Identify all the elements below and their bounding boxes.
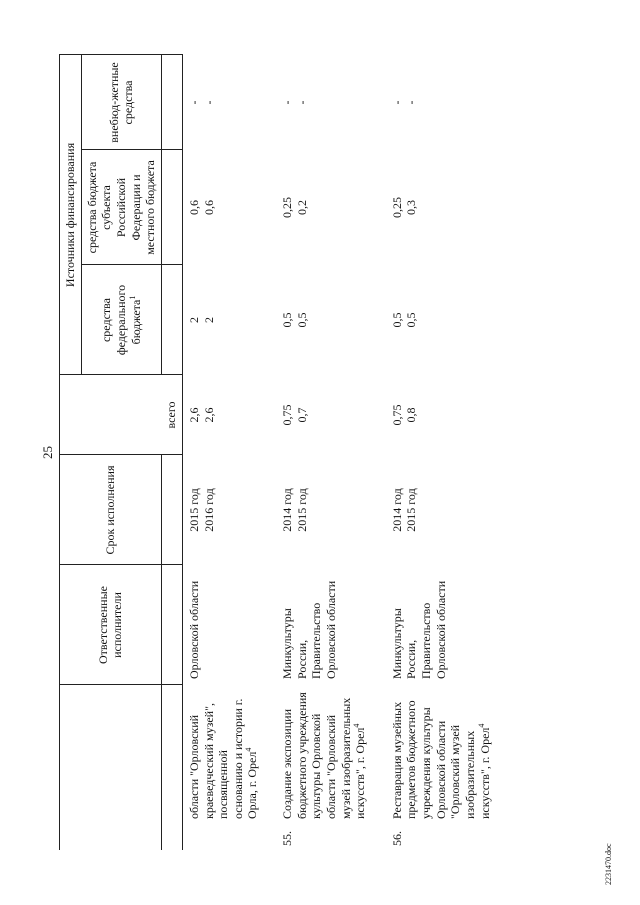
header-name-blank-2 [161,685,182,850]
row-name-text: Реставрация музейных предметов бюджетного учреждения культуры Орловской области "Орловский музей изобразительных искусств", г. Орел [389,700,492,819]
header-executors: Ответственные исполнители [60,565,162,685]
header-subject: средства бюджета субъекта Российской Федерации и местного бюджета [81,150,161,265]
header-executors-spacer [161,565,182,685]
table-row [182,55,280,850]
row-name-text: Создание экспозиции бюджетного учреждения культуры Орловской области "Орловский музей изобразительных искусств", г. Орел [280,692,368,819]
row-federal-value: 2 [201,317,216,323]
row-name-footnote: 4 [352,723,362,728]
row-term: 2015 год [404,488,419,532]
page-number: 25 [40,446,55,459]
row-term: 2014 год [280,488,294,532]
table-row [390,55,498,850]
header-term-spacer [161,455,182,565]
header-total-spacer [60,375,162,455]
header-federal [81,265,161,375]
row-executors: Минкультуры России, Правительство Орловской области [280,580,338,679]
header-sources: Источники финансирования [60,55,82,375]
row-federal [390,265,498,375]
row-total-value: 0,8 [404,407,419,423]
row-extra [280,55,390,150]
row-extra-value: - [201,100,216,105]
header-federal-spacer [161,265,182,375]
row-total-value: 0,75 [280,404,294,426]
row-federal-value: 0,5 [404,312,419,328]
row-subject [280,150,390,265]
row-executors: Минкультуры России, Правительство Орловской области [389,580,448,679]
row-federal-value: 0,5 [280,312,294,328]
row-federal-value: 0,5 [294,312,309,328]
header-total: всего [161,375,182,455]
header-row-labels [161,55,182,850]
row-number: 56. [389,831,404,846]
row-terms [280,455,390,565]
row-extra-value: - [186,100,201,105]
row-total [182,375,280,455]
funding-table [59,54,498,850]
row-term: 2015 год [294,488,309,532]
row-number: 55. [280,831,294,846]
header-subject-spacer [161,150,182,265]
row-total-value: 2,6 [186,407,201,423]
row-name [182,685,280,825]
row-subject-value: 0,25 [389,197,404,218]
row-subject-value: 0,2 [294,200,309,215]
header-name-blank [60,685,162,850]
row-extra [182,55,280,150]
row-name [390,685,498,825]
header-row-top [60,55,82,850]
header-term: Срок исполнения [60,455,162,565]
row-subject-value: 0,6 [186,200,201,215]
row-extra-value: - [294,100,309,105]
row-extra-value: - [280,100,294,105]
table-row [280,55,390,850]
header-federal-footnote: 1 [127,295,137,300]
row-subject-value: 0,25 [280,197,294,218]
row-total-value: 0,75 [389,404,404,426]
row-terms [182,455,280,565]
header-extra: внебюд-жетные средства [81,55,161,150]
row-number [182,825,280,850]
row-total [390,375,498,455]
row-subject-value: 0,3 [404,200,419,215]
row-extra [390,55,498,150]
row-federal [280,265,390,375]
row-name-text: области "Орловский краеведческий музей", посвященной основанию и истории г. Орла, г. Орел [186,698,260,819]
row-total [280,375,390,455]
row-name-footnote: 4 [244,747,254,752]
row-total-value: 0,7 [294,407,309,423]
row-executors: Орловской области [186,580,201,679]
row-extra-value: - [404,100,419,105]
row-name [280,685,390,825]
row-terms [390,455,498,565]
header-federal-label: средства федерального бюджета [99,284,143,356]
document-code: 2231470.doc [604,843,613,885]
row-term: 2014 год [389,488,404,532]
header-extra-spacer [161,55,182,150]
row-federal [182,265,280,375]
row-subject-value: 0,6 [201,200,216,215]
row-total-value: 2,6 [201,407,216,423]
row-subject [182,150,280,265]
row-extra-value: - [389,100,404,105]
row-federal-value: 2 [186,317,201,323]
row-federal-value: 0,5 [389,312,404,328]
row-subject [390,150,498,265]
row-term: 2015 год [186,488,201,532]
row-term: 2016 год [201,488,216,532]
row-name-footnote: 4 [476,723,486,728]
